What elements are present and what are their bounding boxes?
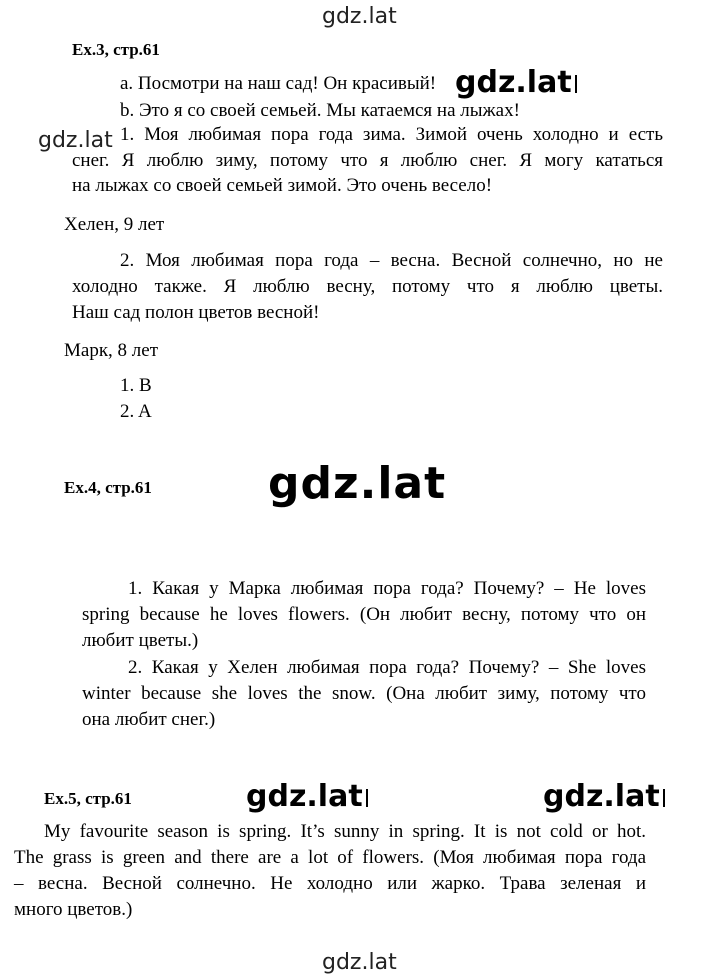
ex5-para-line3: – весна. Весной солнечно. Не холодно или жарко. Трава зеленая и [14,873,646,894]
ex5-para-line1: My favourite season is spring. It’s sunny in spring. It is not cold or hot. [44,821,646,842]
watermark-ex3-text: gdz.lat [455,65,572,100]
cursor-bar-icon [366,789,368,807]
ex3-text1-line3: на лыжах со своей семьей зимой. Это очень весело! [72,175,493,196]
ex4-item2-line2: winter because she loves the snow. (Она любит зиму, потому что [82,683,646,704]
ex3-signature-helen: Хелен, 9 лет [64,214,165,235]
ex3-line-a: a. Посмотри на наш сад! Он красивый! [120,73,437,94]
ex4-item1-line3: любит цветы.) [82,630,199,651]
ex3-answer-1: 1. B [120,375,152,396]
ex3-text1-line1: 1. Моя любимая пора года зима. Зимой очень холодно и есть [120,124,663,145]
watermark-ex3 [455,65,577,100]
ex4-item1-line1: 1. Какая у Марка любимая пора года? Почему? – He loves [128,578,646,599]
ex3-text2-line1: 2. Моя любимая пора года – весна. Весной солнечно, но не [120,250,663,271]
cursor-bar-icon [663,789,665,807]
ex3-answer-2: 2. A [120,401,152,422]
watermark-top: gdz.lat [322,4,397,29]
watermark-left: gdz.lat [38,128,113,153]
ex4-item2-line1: 2. Какая у Хелен любимая пора года? Почему? – She loves [128,657,646,678]
watermark-ex5-right [543,779,665,814]
ex4-item2-line3: она любит снег.) [82,709,216,730]
ex3-text2-line2: холодно также. Я люблю весну, потому что я люблю цветы. [72,276,663,297]
ex5-para-line2: The grass is green and there are a lot of flowers. (Моя любимая пора года [14,847,646,868]
cursor-bar-icon [575,75,577,93]
ex3-text1-line2: снег. Я люблю зиму, потому что я люблю снег. Я могу кататься [72,150,663,171]
watermark-bottom: gdz.lat [322,950,397,975]
ex5-heading: Ex.5, стр.61 [44,789,132,808]
ex3-signature-mark: Марк, 8 лет [64,340,159,361]
ex3-text2-line3: Наш сад полон цветов весной! [72,302,320,323]
watermark-center: gdz.lat [268,458,447,509]
ex3-line-b: b. Это я со своей семьей. Мы катаемся на лыжах! [120,100,520,121]
ex3-heading: Ex.3, стр.61 [72,40,160,59]
ex4-item1-line2: spring because he loves flowers. (Он любит весну, потому что он [82,604,646,625]
watermark-ex5-right-text: gdz.lat [543,779,660,814]
watermark-ex5-mid-text: gdz.lat [246,779,363,814]
ex4-heading: Ex.4, стр.61 [64,478,152,497]
ex5-para-line4: много цветов.) [14,899,133,920]
watermark-ex5-mid [246,779,368,814]
